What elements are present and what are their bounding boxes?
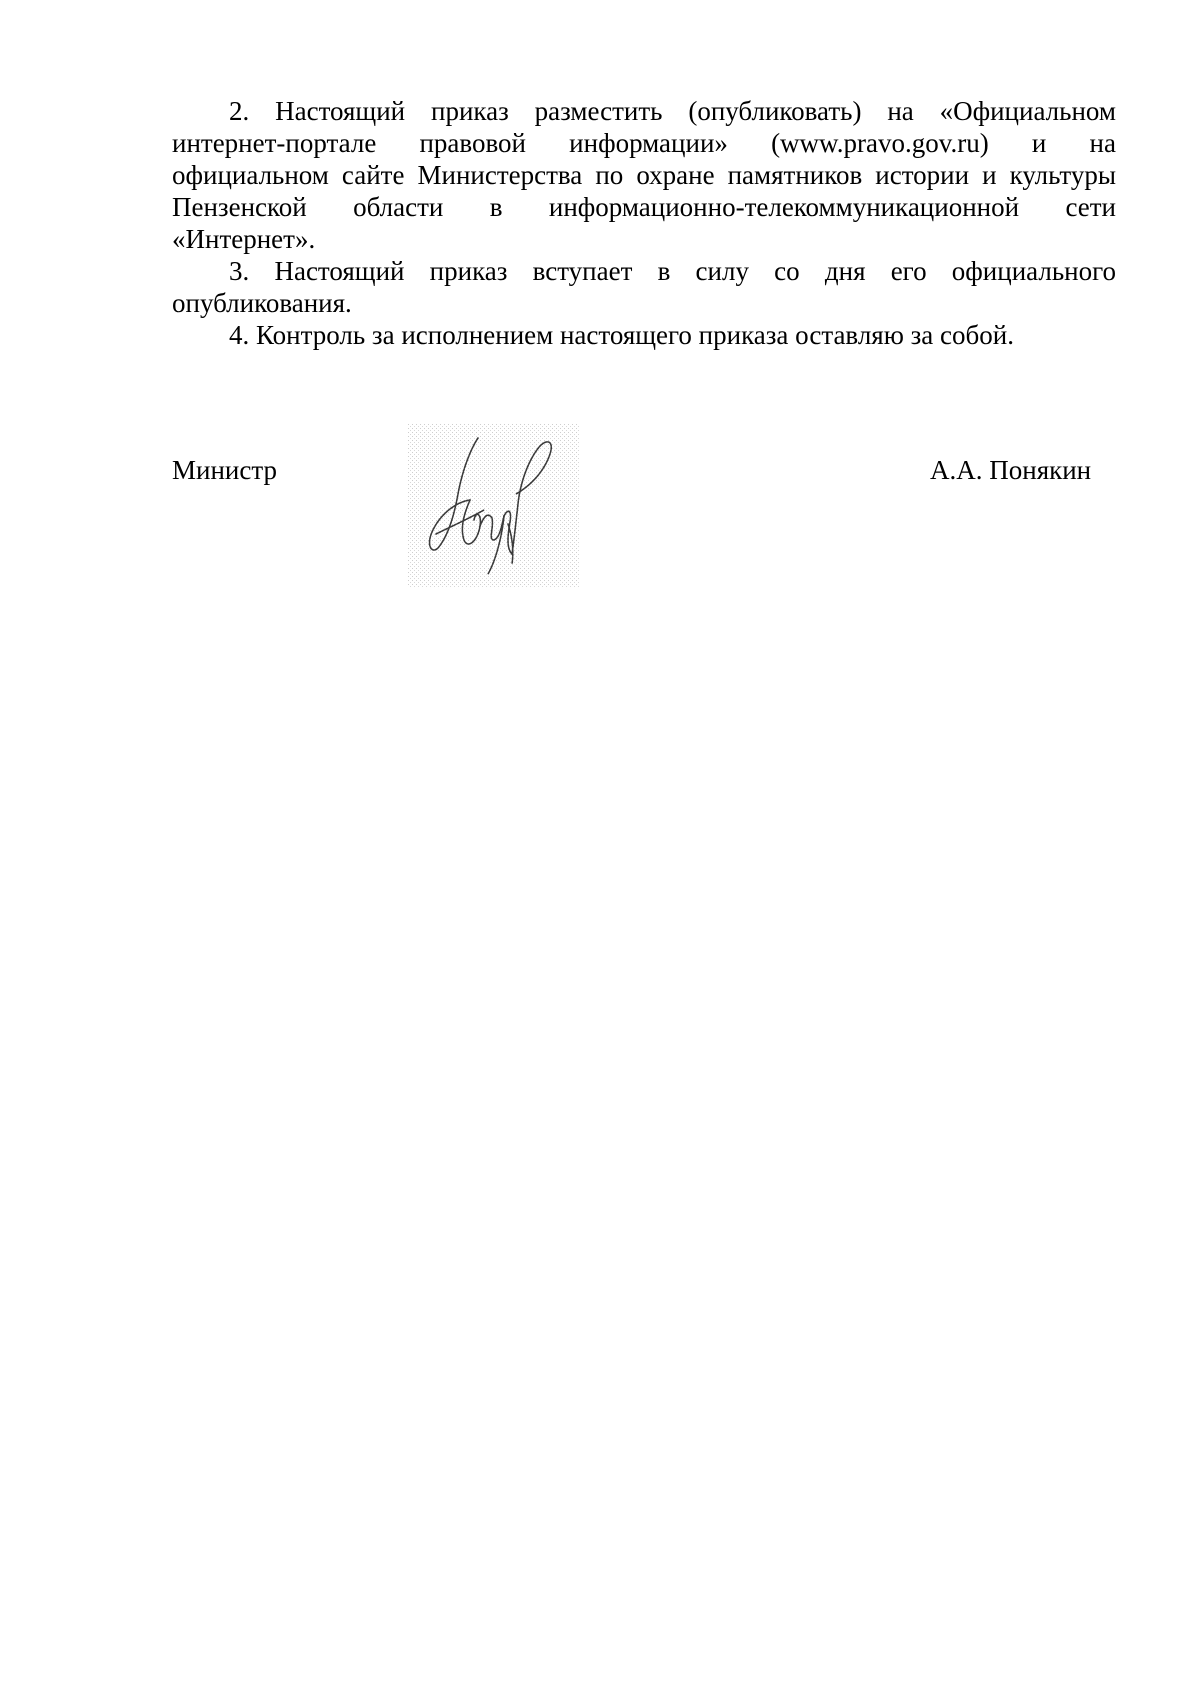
- paragraph-4: [172, 319, 1116, 351]
- text-line: интернет-портале правовой информации» (www.pravo.gov.ru) и на: [172, 128, 1116, 158]
- signatory-position: Министр: [172, 455, 277, 485]
- text-line: «Интернет».: [172, 224, 316, 254]
- text-line: Пензенской области в информационно-телекоммуникационной сети: [172, 192, 1116, 222]
- document-body: [172, 95, 1116, 351]
- text-line: 2. Настоящий приказ разместить (опубликовать) на «Официальном: [229, 96, 1116, 126]
- paragraph-3: [172, 255, 1116, 319]
- text-line: 4. Контроль за исполнением настоящего приказа оставляю за собой.: [229, 320, 1014, 350]
- text-line: официальном сайте Министерства по охране памятников истории и культуры: [172, 160, 1116, 190]
- text-line: опубликования.: [172, 288, 352, 318]
- signatory-name: А.А. Понякин: [930, 455, 1092, 485]
- handwritten-signature: [408, 424, 580, 588]
- paragraph-2: [172, 95, 1116, 255]
- text-line: 3. Настоящий приказ вступает в силу со дня его официального: [229, 256, 1116, 286]
